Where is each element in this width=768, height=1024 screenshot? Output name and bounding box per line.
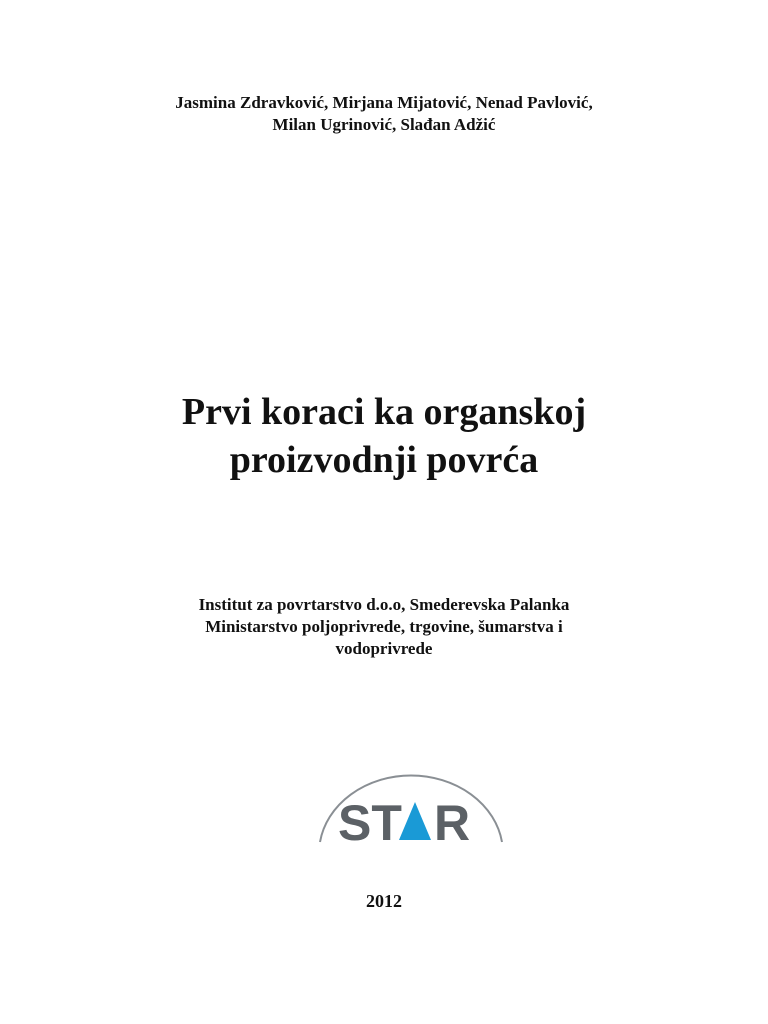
institution-line-3: vodoprivrede: [335, 639, 433, 658]
logo-letter-r: R: [434, 795, 471, 850]
institution-line-2: Ministarstvo poljoprivrede, trgovine, šumarstva i: [205, 617, 563, 636]
institution-line-1: Institut za povrtarstvo d.o.o, Smederevska Palanka: [198, 595, 570, 614]
logo-triangle-icon: [399, 802, 431, 840]
title-line-2: proizvodnji povrća: [229, 439, 539, 481]
title-line-1: Prvi koraci ka organskoj: [181, 391, 587, 433]
institution-block: [0, 594, 768, 660]
star-logo: [316, 760, 506, 850]
authors-block: [0, 92, 768, 136]
logo-letters-st: ST: [338, 795, 402, 850]
publication-year: 2012: [366, 891, 402, 911]
authors-line-1: Jasmina Zdravković, Mirjana Mijatović, Nenad Pavlović,: [175, 93, 593, 112]
authors-line-2: Milan Ugrinović, Slađan Adžić: [272, 115, 496, 134]
document-title: [0, 388, 768, 484]
